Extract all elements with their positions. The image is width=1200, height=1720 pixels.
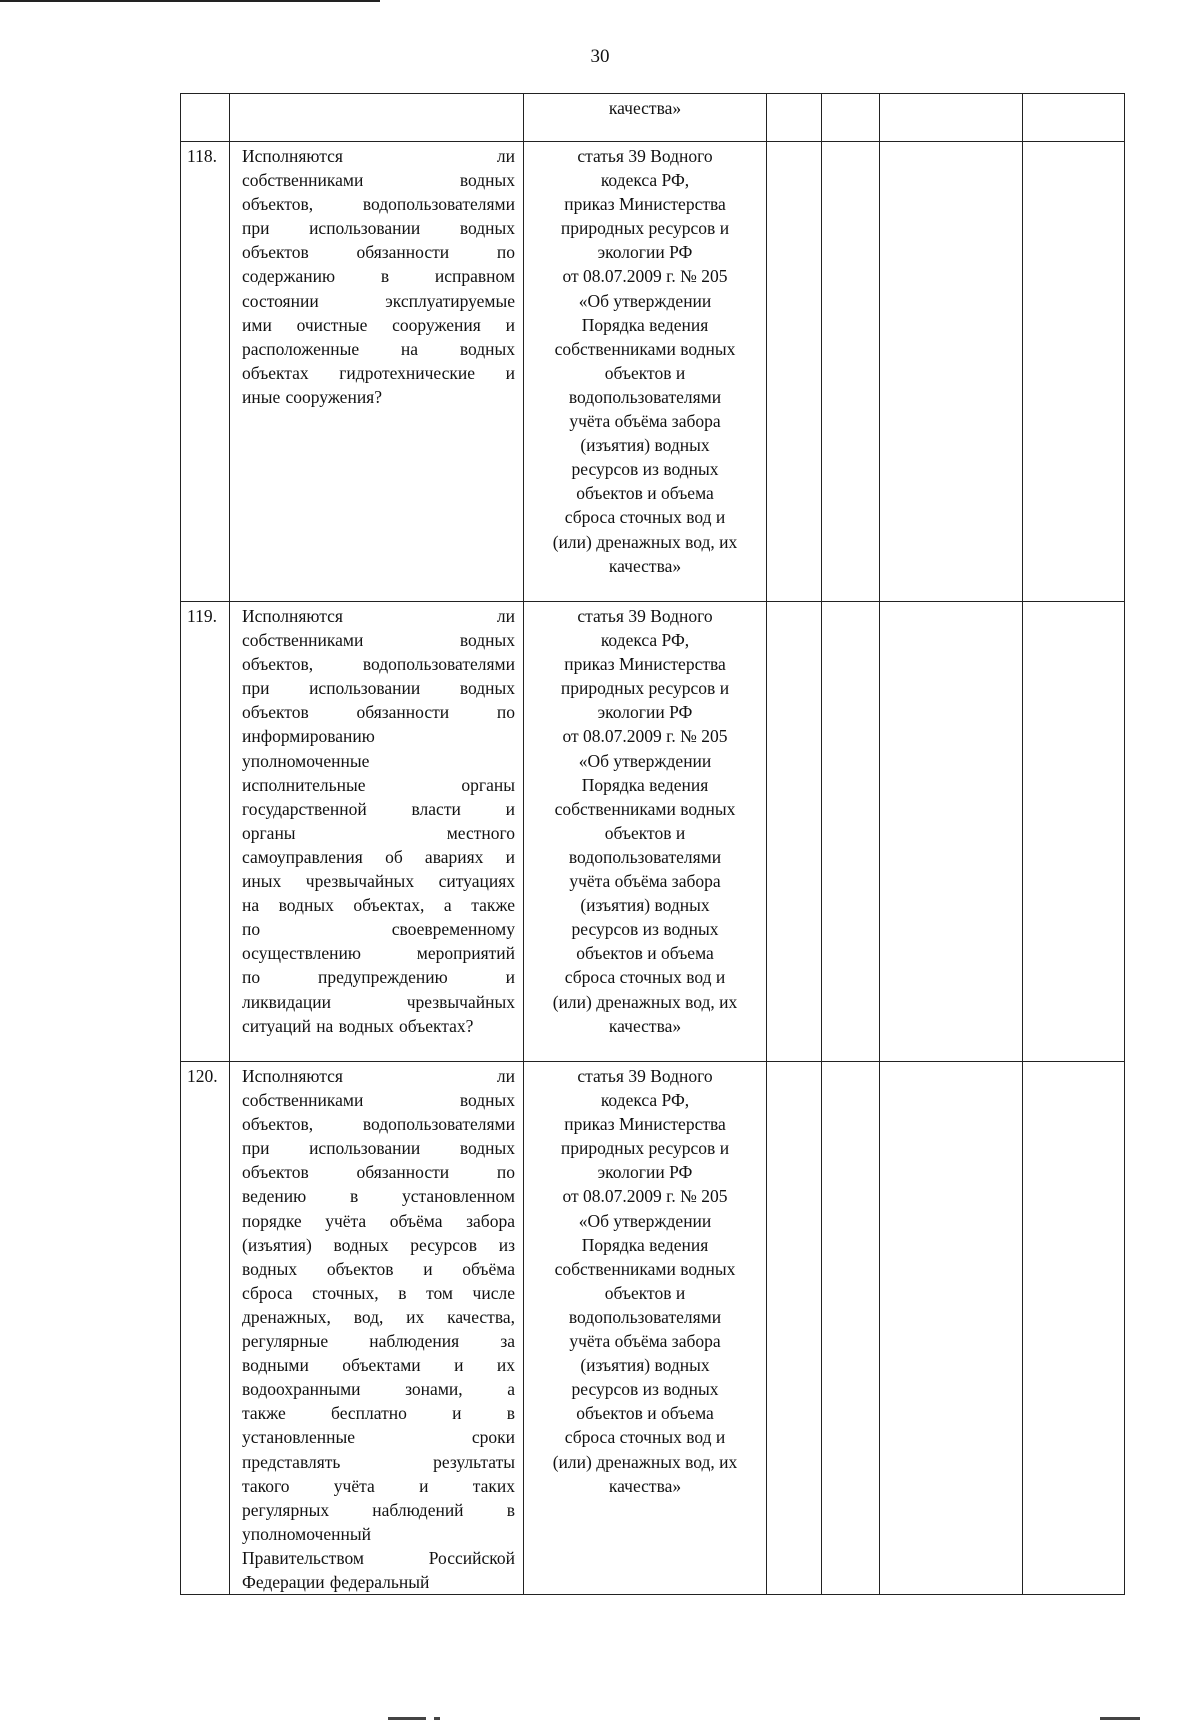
legal-basis-line: экологии РФ [597,242,693,263]
question-line: по своевременному [242,919,515,940]
question-line: объектов обязанности по [242,702,515,723]
question-line: иные сооружения? [242,386,382,407]
legal-basis-line: водопользователями [568,386,722,407]
answer-cell-2 [822,94,880,142]
question-line: информированию [242,726,375,747]
question-line: также бесплатно и в [242,1403,515,1424]
question-cell [230,1062,524,1595]
question-line: водных объектов и объёма [242,1258,515,1279]
question-line: Исполняются ли [242,1066,515,1086]
legal-basis-line: статья 39 Водного [577,1066,713,1086]
question-line: (изъятия) водных ресурсов из [242,1234,515,1255]
legal-basis-line: сброса сточных вод и [564,1427,726,1448]
question-line: уполномоченный [242,1523,371,1544]
question-line: ведению в установленном [242,1186,515,1207]
answer-cell-2 [822,142,880,602]
legal-basis-line: ресурсов из водных [571,1379,719,1400]
question-line: уполномоченные [242,750,370,771]
row-number: 120. [181,1062,230,1595]
question-line: содержанию в исправном [242,266,515,287]
legal-basis-line: объектов и объема [576,483,714,504]
scan-edge-line [0,0,380,2]
table-row [181,602,1125,1062]
question-line: при использовании водных [242,218,515,239]
legal-basis-line: «Об утверждении [578,750,712,771]
question-line: собственниками водных [242,630,515,651]
legal-basis-line: учёта объёма забора [569,411,721,432]
table-row [181,1062,1125,1595]
question-line: объектов, водопользователями [242,1114,515,1135]
row-number: 119. [181,602,230,1062]
legal-basis-line: кодекса РФ, [600,630,690,651]
question-line: дренажных, вод, их качества, [242,1306,515,1327]
question-line: исполнительные органы [242,774,515,795]
question-line: самоуправления об авариях и [242,846,515,867]
answer-cell-2 [822,1062,880,1595]
question-line: состоянии эксплуатируемые [242,290,515,311]
legal-basis-line: собственниками водных [554,338,736,359]
question-line: органы местного [242,822,515,843]
question-line: сброса сточных, в том числе [242,1282,515,1303]
legal-basis-line: природных ресурсов и [560,1138,730,1159]
answer-cell-2 [822,602,880,1062]
row-number: 118. [181,142,230,602]
scan-bottom-marks [0,1716,1200,1720]
table-row [181,94,1125,142]
question-line: объектов обязанности по [242,242,515,263]
question-line: ликвидации чрезвычайных [242,991,515,1012]
question-cell [230,94,524,142]
page-number: 30 [590,46,610,67]
question-line: собственниками водных [242,1090,515,1111]
question-line: ими очистные сооружения и [242,314,515,335]
question-line: при использовании водных [242,1138,515,1159]
question-line: объектов, водопользователями [242,654,515,675]
legal-basis-line: объектов и объема [576,1403,714,1424]
question-cell [230,142,524,602]
question-line: регулярных наблюдений в [242,1499,515,1520]
legal-basis-line: объектов и [604,1282,686,1303]
legal-basis-line: объектов и объема [576,943,714,964]
number-cell [181,94,230,142]
question-line: иных чрезвычайных ситуациях [242,871,515,892]
legal-basis-line: статья 39 Водного [577,606,713,626]
legal-basis-line: кодекса РФ, [600,170,690,191]
question-line: объектах гидротехнические и [242,362,515,383]
answer-cell-1 [767,142,822,602]
answer-cell-3 [880,1062,1023,1595]
legal-basis-line: сброса сточных вод и [564,967,726,988]
legal-basis-cell [524,602,767,1062]
legal-basis-line: ресурсов из водных [571,459,719,480]
answer-cell-3 [880,142,1023,602]
question-line: водоохранными зонами, а [242,1379,515,1400]
legal-basis-line: от 08.07.2009 г. № 205 [562,1186,728,1207]
question-line: Исполняются ли [242,606,515,626]
question-line: при использовании водных [242,678,515,699]
legal-basis-line: природных ресурсов и [560,218,730,239]
question-line: такого учёта и таких [242,1475,515,1496]
answer-cell-1 [767,1062,822,1595]
legal-basis-line: от 08.07.2009 г. № 205 [562,266,728,287]
table-row [181,142,1125,602]
answer-cell-1 [767,94,822,142]
legal-basis-line: качества» [608,98,682,118]
question-line: объектов, водопользователями [242,194,515,215]
legal-basis-line: «Об утверждении [578,290,712,311]
legal-basis-line: кодекса РФ, [600,1090,690,1111]
question-line: осуществлению мероприятий [242,943,515,964]
question-line: Федерации федеральный [242,1571,430,1592]
legal-basis-line: водопользователями [568,846,722,867]
legal-basis-line: Порядка ведения [581,1234,709,1255]
legal-basis-line: учёта объёма забора [569,1331,721,1352]
question-line: Исполняются ли [242,146,515,166]
question-line: водными объектами и их [242,1355,515,1376]
answer-cell-4 [1023,1062,1125,1595]
legal-basis-line: (или) дренажных вод, их [552,531,738,552]
legal-basis-line: Порядка ведения [581,314,709,335]
legal-basis-line: экологии РФ [597,702,693,723]
question-line: по предупреждению и [242,967,515,988]
legal-basis-line: от 08.07.2009 г. № 205 [562,726,728,747]
legal-basis-cell [524,94,767,142]
answer-cell-4 [1023,142,1125,602]
question-line: расположенные на водных [242,338,515,359]
question-line: собственниками водных [242,170,515,191]
legal-basis-line: (или) дренажных вод, их [552,1451,738,1472]
legal-basis-line: качества» [608,1475,682,1496]
question-line: государственной власти и [242,798,515,819]
legal-basis-line: природных ресурсов и [560,678,730,699]
legal-basis-line: приказ Министерства [564,1114,726,1135]
legal-basis-line: приказ Министерства [564,654,726,675]
question-line: регулярные наблюдения за [242,1331,515,1352]
question-line: установленные сроки [242,1427,515,1448]
legal-basis-line: статья 39 Водного [577,146,713,166]
answer-cell-1 [767,602,822,1062]
legal-basis-line: (изъятия) водных [580,895,710,916]
legal-basis-line: (изъятия) водных [580,435,710,456]
legal-basis-cell [524,142,767,602]
question-line: ситуаций на водных объектах? [242,1015,474,1036]
legal-basis-line: «Об утверждении [578,1210,712,1231]
checklist-table [180,93,1125,1595]
question-line: представлять результаты [242,1451,515,1472]
legal-basis-line: приказ Министерства [564,194,726,215]
legal-basis-line: собственниками водных [554,1258,736,1279]
legal-basis-line: объектов и [604,362,686,383]
legal-basis-line: Порядка ведения [581,774,709,795]
legal-basis-line: водопользователями [568,1306,722,1327]
answer-cell-4 [1023,602,1125,1062]
legal-basis-line: собственниками водных [554,798,736,819]
legal-basis-line: (или) дренажных вод, их [552,991,738,1012]
question-cell [230,602,524,1062]
legal-basis-cell [524,1062,767,1595]
question-line: порядке учёта объёма забора [242,1210,515,1231]
question-line: объектов обязанности по [242,1162,515,1183]
legal-basis-line: учёта объёма забора [569,871,721,892]
legal-basis-line: объектов и [604,822,686,843]
legal-basis-line: качества» [608,1015,682,1036]
legal-basis-line: ресурсов из водных [571,919,719,940]
legal-basis-line: (изъятия) водных [580,1355,710,1376]
legal-basis-line: качества» [608,555,682,576]
answer-cell-3 [880,94,1023,142]
question-line: Правительством Российской [242,1547,515,1568]
answer-cell-4 [1023,94,1125,142]
legal-basis-line: экологии РФ [597,1162,693,1183]
question-line: на водных объектах, а также [242,895,515,916]
answer-cell-3 [880,602,1023,1062]
legal-basis-line: сброса сточных вод и [564,507,726,528]
